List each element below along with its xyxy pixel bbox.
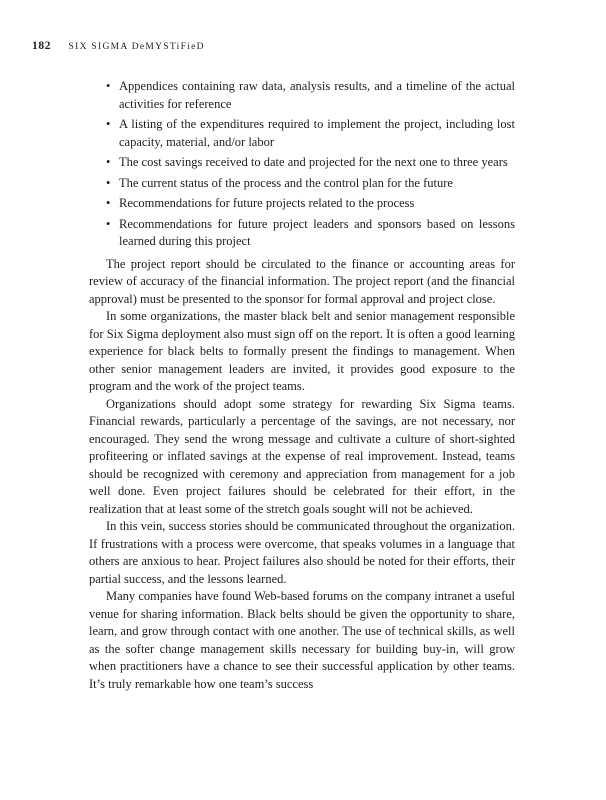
list-item: • Recommendations for future project leaders and sponsors based on lessons learned during this project	[89, 216, 515, 251]
paragraph-success-stories: In this vein, success stories should be communicated throughout the organization. If frustrations with a process were overcome, that speaks volumes in a language that others are anxious to hear. Project failures also should be noted for their efforts, their partial success, and the lessons learned.	[89, 519, 515, 586]
list-item: • A listing of the expenditures required to implement the project, including lost capacity, material, and/or labor	[89, 116, 515, 151]
running-head	[32, 40, 205, 52]
report-contents-list	[89, 78, 515, 251]
paragraph-web-forums: Many companies have found Web-based forums on the company intranet a useful venue for sharing information. Black belts should be given the opportunity to share, learn, and grow through contact with one another. The use of technical skills, as well as the softer change management skills necessary for building buy-in, will grow when practitioners have a chance to see their successful application by other teams. It’s truly remarkable how one team’s success	[89, 589, 515, 691]
book-title: SIX SIGMA DeMYSTiFieD	[68, 42, 205, 52]
list-item: • Recommendations for future projects related to the process	[89, 195, 515, 213]
body-text	[89, 78, 515, 693]
paragraph-management-signoff: In some organizations, the master black belt and senior management responsible for Six Sigma deployment also must sign off on the report. It is often a good learning experience for black belts to formally present the findings to management. When other senior management leaders are invited, it provides good exposure to the program and the work of the project teams.	[89, 309, 515, 393]
list-item: • The cost savings received to date and projected for the next one to three years	[89, 154, 515, 172]
list-item: • Appendices containing raw data, analysis results, and a timeline of the actual activities for reference	[89, 78, 515, 113]
page-number: 182	[32, 40, 52, 52]
list-item: • The current status of the process and the control plan for the future	[89, 175, 515, 193]
paragraph-rewarding-teams: Organizations should adopt some strategy for rewarding Six Sigma teams. Financial rewards, particularly a percentage of the savings, are not necessary, nor encouraged. They send the wrong message and cultivate a culture of short-sighted profiteering or inflated savings at the expense of real improvement. Instead, teams should be recognized with ceremony and appreciation from management for a job well done. Even project failures should be celebrated for their effort, in the realization that at least some of the stretch goals sought will not be achieved.	[89, 396, 515, 516]
paragraph-report-circulation: The project report should be circulated to the finance or accounting areas for review of accuracy of the financial information. The project report (and the financial approval) must be presented to the sponsor for formal approval and project close.	[89, 256, 515, 306]
